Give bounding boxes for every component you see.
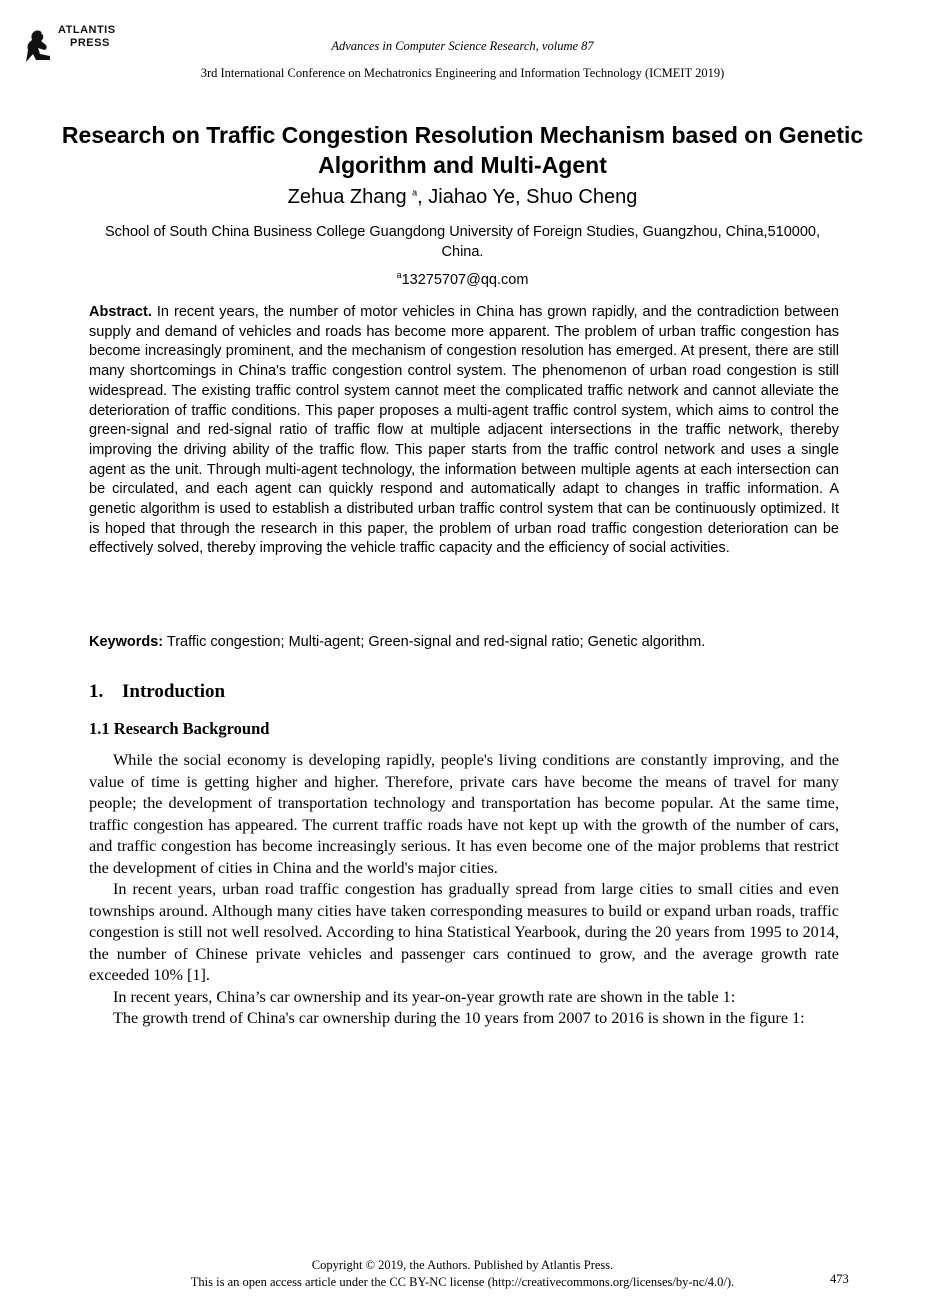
affiliation: School of South China Business College Guangdong University of Foreign Studies, Guangzhou, China,510000, China. [105,224,820,260]
body-paragraph: In recent years, urban road traffic congestion has gradually spread from large cities to small cities and even townships around. Although many cities have taken corresponding measures to build or expand urban roads, traffic congestion is still not well resolved. According to hina Statistical Yearbook, during the 20 years from 1995 to 2014, the number of Chinese private vehicles and passenger cars continued to grow, and the average growth rate exceeded 10% [1]. [89,880,839,984]
email-address: 13275707@qq.com [401,271,529,288]
abstract-label: Abstract. [89,304,152,320]
keywords-text: Traffic congestion; Multi-agent; Green-signal and red-signal ratio; Genetic algorithm. [163,634,706,650]
section-heading-introduction [89,681,225,703]
body-paragraph: While the social economy is developing rapidly, people's living conditions are constantly improving, and the value of time is getting higher and higher. Therefore, private cars have become the means of travel for many people; the development of transportation technology and transportation has become popular. At the same time, traffic congestion has appeared. The current traffic roads have not kept up with the growth of the number of cars, and traffic congestion has become increasingly serious. It has even become one of the major problems that restrict the development of cities in China and the world's major cities. [89,751,839,877]
body-paragraph: In recent years, China’s car ownership and its year-on-year growth rate are shown in the table 1: [113,987,736,1006]
journal-header: Advances in Computer Science Research, volume 87 [331,39,594,53]
section-body [89,750,839,1030]
author-email [0,270,925,288]
logo-line-1: ATLANTIS [58,24,116,36]
authors [0,186,925,209]
keywords [89,632,839,652]
page-number: 473 [830,1272,849,1286]
section-number: 1. [89,681,104,702]
other-authors: , Jiahao Ye, Shuo Cheng [417,186,638,208]
body-paragraph: The growth trend of China's car ownership during the 10 years from 2007 to 2016 is shown in the figure 1: [113,1009,805,1027]
keywords-label: Keywords: [89,634,164,650]
footer-copyright: Copyright © 2019, the Authors. Published by Atlantis Press. [311,1258,614,1272]
author-1-superscript: a [412,187,418,198]
abstract [89,303,839,559]
section-title: Introduction [122,681,226,702]
abstract-text: In recent years, the number of motor vehicles in China has grown rapidly, and the contradiction between supply and demand of vehicles and roads has become more apparent. The problem of urban traffic congestion has become increasingly prominent, and the mechanism of congestion resolution has emerged. At present, there are still many shortcomings in China's traffic congestion control system. The phenomenon of urban road congestion is still widespread. The existing traffic control system cannot meet the complicated traffic network and cannot alleviate the deterioration of traffic conditions. This paper proposes a multi-agent traffic control system, which aims to control the green-signal and red-signal ratio of traffic flow at multiple adjacent intersections in the traffic network, thereby improving the driving ability of the traffic flow. This paper starts from the traffic control network and uses a single agent as the unit. Through multi-agent technology, the information between multiple agents at each intersection can be circulated, and each agent can quickly respond and automatically adapt to changes in traffic information. A genetic algorithm is used to establish a distributed urban traffic control system that can be continuously optimized. It is hoped that through the research in this paper, the problem of urban road traffic congestion deterioration can be effectively solved, thereby improving the vehicle traffic capacity and the efficiency of social activities. [89,304,839,557]
email-superscript: a [396,270,402,280]
logo-line-2: PRESS [70,37,110,49]
author-1: Zehua Zhang [287,186,413,208]
paper-title: Research on Traffic Congestion Resolution Mechanism based on Genetic Algorithm and Multi-Agent [61,122,864,178]
subsection-heading: 1.1 Research Background [89,719,270,738]
conference-header: 3rd International Conference on Mechatronics Engineering and Information Technology (ICMEIT 2019) [200,66,725,80]
footer-license: This is an open access article under the CC BY-NC license (http://creativecommons.org/licenses/by-nc/4.0/). [190,1275,735,1289]
